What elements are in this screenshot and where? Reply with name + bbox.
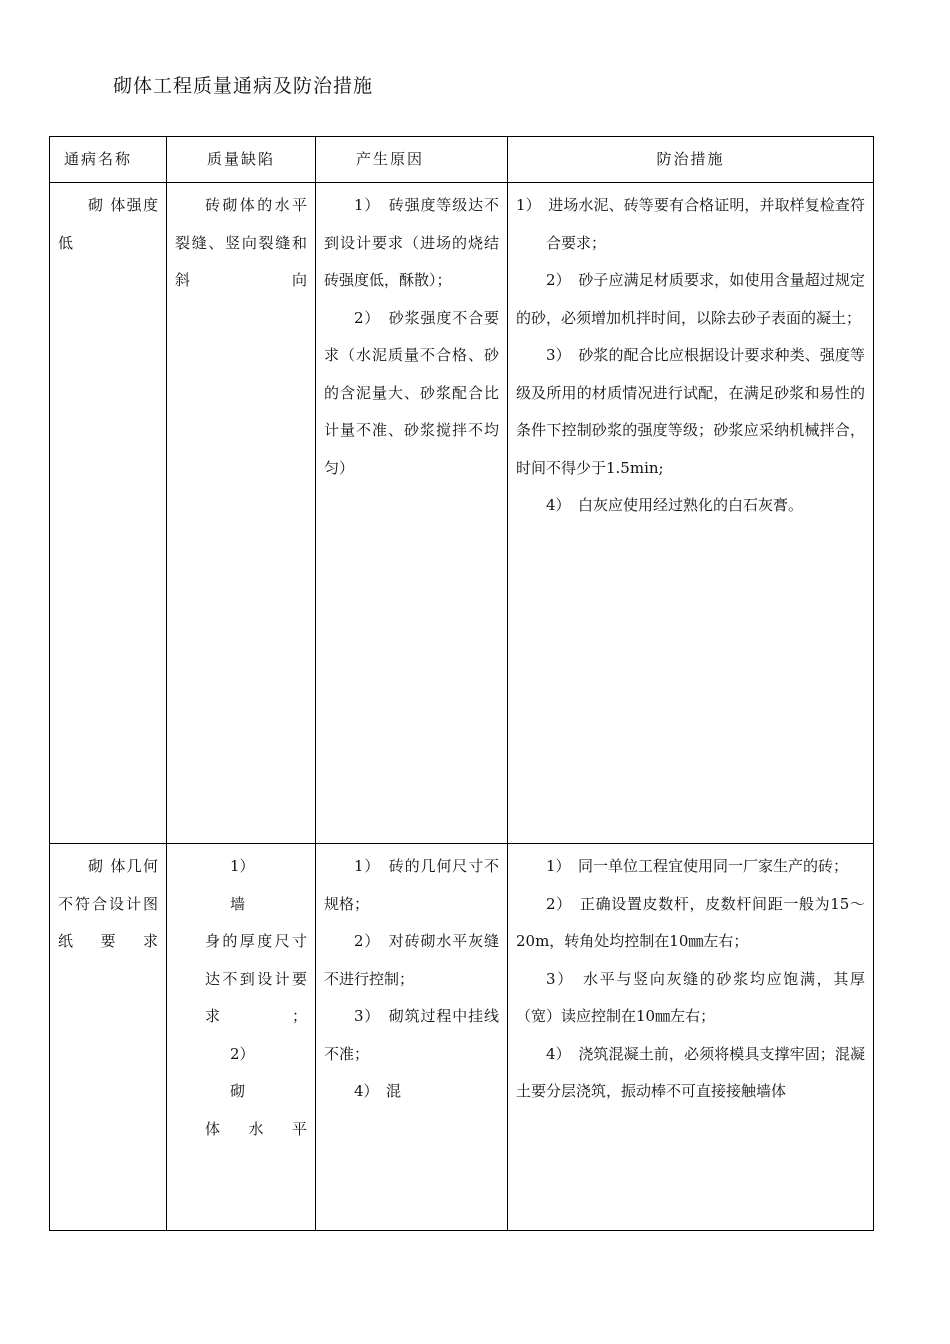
measure-item: 4） 浇筑混凝土前，必须将模具支撑牢固；混凝土要分层浇筑，振动棒不可直接接触墙体 — [516, 1044, 865, 1100]
defect-part: 砌 — [230, 1082, 246, 1100]
cause-item: 2） 砂浆强度不合要求（水泥质量不合格、砂的含泥量大、砂浆配合比计量不准、砂浆搅拌不均匀） — [324, 308, 499, 477]
cell-measures — [508, 183, 874, 844]
measure-item: 3） 砂浆的配合比应根据设计要求种类、强度等级及所用的材质情况进行试配，在满足砂浆和易性的条件下控制砂浆的强度等级；砂浆应采纳机械拌合，时间不得少于1.5min; — [516, 346, 865, 477]
cause-item: 1） 砖的几何尺寸不规格； — [324, 857, 499, 913]
defect-part: 墙 — [230, 894, 246, 913]
measure-item: 2） 砂子应满足材质要求，如使用含量超过规定的砂，必须增加机拌时间，以除去砂子表面的凝土； — [516, 271, 865, 327]
defect-part: 体水平 — [205, 1119, 307, 1138]
measure-item: 2） 正确设置皮数杆，皮数杆间距一般为15～20m，转角处均控制在10㎜左右； — [516, 894, 865, 950]
table-row — [50, 844, 874, 1231]
measure-item: 1） 同一单位工程宜使用同一厂家生产的砖； — [546, 857, 849, 875]
cell-quality-defect — [167, 844, 316, 1231]
measure-item: 1） 进场水泥、砖等要有合格证明，并取样复检查符合要求； — [516, 196, 865, 252]
table-row — [50, 183, 874, 844]
cell-causes — [316, 844, 508, 1231]
defects-table — [49, 136, 874, 1231]
header-measures: 防治措施 — [508, 137, 874, 183]
table-header-row — [50, 137, 874, 183]
cause-item: 4） 混 — [354, 1082, 402, 1100]
header-quality-defect: 质量缺陷 — [167, 137, 316, 183]
defect-part: 2） — [230, 1044, 255, 1063]
page-title: 砌体工程质量通病及防治措施 — [113, 75, 374, 97]
cell-quality-defect: 砖砌体的水平裂缝、竖向裂缝和斜向 — [167, 183, 316, 844]
cause-item: 2） 对砖砌水平灰缝不进行控制； — [324, 932, 499, 988]
cell-causes — [316, 183, 508, 844]
cell-defect-name: 砌 体几何不符合设计图纸要求 — [50, 844, 167, 1231]
cell-defect-name: 砌 体强度低 — [50, 183, 167, 844]
header-defect-name: 通病名称 — [50, 137, 167, 183]
cell-measures — [508, 844, 874, 1231]
measure-item: 3） 水平与竖向灰缝的砂浆均应饱满，其厚（宽）读应控制在10㎜左右； — [516, 969, 865, 1025]
header-causes: 产生原因 — [316, 137, 508, 183]
cause-item: 1） 砖强度等级达不到设计要求（进场的烧结砖强度低，酥散）； — [324, 196, 499, 289]
cause-item: 3） 砌筑过程中挂线不准； — [324, 1007, 499, 1063]
measure-item: 4） 白灰应使用经过熟化的白石灰膏。 — [546, 496, 804, 514]
defect-part: 身的厚度尺寸达不到设计要求； — [205, 932, 307, 1025]
defect-part: 1） — [230, 857, 255, 875]
